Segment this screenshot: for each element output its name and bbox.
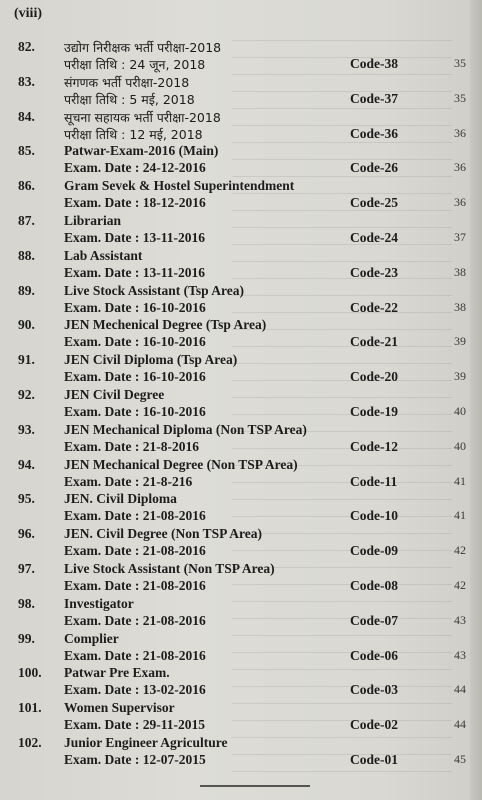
exam-title: Lab Assistant xyxy=(64,247,143,263)
toc-entry xyxy=(0,665,482,700)
exam-date: परीक्षा तिथि : 24 जून, 2018 xyxy=(64,57,206,72)
entry-number: 98. xyxy=(18,595,35,611)
page-ref: 43 xyxy=(454,647,466,662)
toc-entry xyxy=(0,248,482,283)
exam-date: Exam. Date : 13-11-2016 xyxy=(64,229,205,245)
exam-title: Junior Engineer Agriculture xyxy=(64,734,228,750)
exam-title: JEN Mechanical Diploma (Non TSP Area) xyxy=(64,421,307,437)
page-ref: 40 xyxy=(454,403,466,418)
toc-entry xyxy=(0,352,482,387)
toc-entry xyxy=(0,457,482,492)
exam-title: JEN Mechanical Degree (Non TSP Area) xyxy=(64,456,298,472)
toc-entry xyxy=(0,213,482,248)
entry-number: 92. xyxy=(18,386,35,402)
toc-entry xyxy=(0,596,482,631)
entry-number: 88. xyxy=(18,247,35,263)
exam-title: Complier xyxy=(64,630,119,646)
toc-entry xyxy=(0,387,482,422)
page-ref: 43 xyxy=(454,612,466,627)
exam-title: Live Stock Assistant (Tsp Area) xyxy=(64,282,245,298)
exam-title: संगणक भर्ती परीक्षा-2018 xyxy=(64,74,190,90)
exam-date: Exam. Date : 16-10-2016 xyxy=(64,299,206,315)
page-edge xyxy=(470,0,482,800)
exam-code: Code-09 xyxy=(350,543,398,559)
entry-number: 89. xyxy=(18,282,35,298)
exam-title: Live Stock Assistant (Non TSP Area) xyxy=(64,560,275,576)
exam-code: Code-07 xyxy=(350,612,398,628)
exam-code: Code-10 xyxy=(350,508,398,524)
footer-rule xyxy=(200,785,310,787)
entry-number: 91. xyxy=(18,352,35,368)
entry-number: 97. xyxy=(18,560,35,576)
exam-date: Exam. Date : 21-08-2016 xyxy=(64,543,206,559)
page-ref: 45 xyxy=(454,751,466,766)
exam-title: Patwar-Exam-2016 (Main) xyxy=(64,143,219,159)
toc-entry xyxy=(0,561,482,596)
exam-title: JEN. Civil Degree (Non TSP Area) xyxy=(64,526,262,542)
exam-title: JEN Mechenical Degree (Tsp Area) xyxy=(64,317,267,333)
exam-date: Exam. Date : 21-08-2016 xyxy=(64,577,206,593)
exam-date: Exam. Date : 21-8-216 xyxy=(64,473,193,489)
entry-number: 93. xyxy=(18,421,35,437)
exam-date: परीक्षा तिथि : 5 मई, 2018 xyxy=(64,91,195,107)
exam-title: Investigator xyxy=(64,595,134,611)
exam-code: Code-19 xyxy=(350,403,398,419)
entry-number: 86. xyxy=(18,178,35,194)
entry-number: 83. xyxy=(18,73,35,89)
exam-date: Exam. Date : 13-11-2016 xyxy=(64,264,205,280)
entry-number: 82. xyxy=(18,39,35,54)
entry-number: 90. xyxy=(18,317,35,333)
exam-date: Exam. Date : 21-08-2016 xyxy=(64,647,206,663)
page-ref: 36 xyxy=(454,125,466,140)
exam-code: Code-38 xyxy=(350,56,398,71)
exam-code: Code-36 xyxy=(350,125,398,141)
toc-entry xyxy=(0,422,482,457)
exam-title: Librarian xyxy=(64,212,122,228)
exam-code: Code-23 xyxy=(350,264,398,280)
page-ref: 36 xyxy=(454,195,466,210)
exam-date: Exam. Date : 13-02-2016 xyxy=(64,682,206,698)
page-ref: 38 xyxy=(454,299,466,314)
entry-number: 99. xyxy=(18,630,35,646)
toc-entry xyxy=(0,631,482,666)
exam-code: Code-25 xyxy=(350,195,398,211)
exam-date: Exam. Date : 12-07-2015 xyxy=(64,751,206,767)
entry-number: 87. xyxy=(18,212,35,228)
page-ref: 38 xyxy=(454,264,466,279)
toc-entry xyxy=(0,178,482,213)
exam-code: Code-08 xyxy=(350,577,398,593)
toc-entry xyxy=(0,109,482,144)
exam-code: Code-11 xyxy=(350,473,398,489)
toc-entry xyxy=(0,283,482,318)
page-ref: 39 xyxy=(454,369,466,384)
entry-number: 85. xyxy=(18,143,35,159)
exam-title: Gram Sevek & Hostel Superintendment xyxy=(64,178,295,194)
exam-code: Code-02 xyxy=(350,717,398,733)
toc-entry xyxy=(0,74,482,109)
exam-code: Code-03 xyxy=(350,682,398,698)
page-ref: 42 xyxy=(454,577,466,592)
exam-code: Code-12 xyxy=(350,438,398,454)
table-of-contents xyxy=(0,39,482,770)
exam-title: सूचना सहायक भर्ती परीक्षा-2018 xyxy=(64,109,221,125)
exam-date: परीक्षा तिथि : 12 मई, 2018 xyxy=(64,126,203,142)
exam-code: Code-20 xyxy=(350,369,398,385)
page-ref: 35 xyxy=(454,56,466,70)
exam-title: उद्योग निरीक्षक भर्ती परीक्षा-2018 xyxy=(64,40,222,55)
exam-date: Exam. Date : 21-8-2016 xyxy=(64,438,199,454)
exam-date: Exam. Date : 16-10-2016 xyxy=(64,403,206,419)
exam-date: Exam. Date : 16-10-2016 xyxy=(64,334,206,350)
exam-date: Exam. Date : 18-12-2016 xyxy=(64,195,206,211)
exam-code: Code-01 xyxy=(350,751,398,767)
entry-number: 102. xyxy=(18,734,42,750)
exam-title: JEN Civil Diploma (Tsp Area) xyxy=(64,352,238,368)
exam-date: Exam. Date : 21-08-2016 xyxy=(64,508,206,524)
exam-code: Code-26 xyxy=(350,160,398,176)
exam-title: JEN. Civil Diploma xyxy=(64,491,177,507)
toc-entry xyxy=(0,39,482,74)
exam-date: Exam. Date : 24-12-2016 xyxy=(64,160,206,176)
exam-title: Women Supervisor xyxy=(64,700,175,716)
exam-title: Patwar Pre Exam. xyxy=(64,665,170,681)
toc-entry xyxy=(0,491,482,526)
page-ref: 44 xyxy=(454,682,466,697)
toc-entry xyxy=(0,317,482,352)
exam-date: Exam. Date : 16-10-2016 xyxy=(64,369,206,385)
entry-number: 101. xyxy=(18,700,42,716)
page-ref: 37 xyxy=(454,229,466,244)
exam-code: Code-24 xyxy=(350,229,398,245)
entry-number: 95. xyxy=(18,491,35,507)
exam-date: Exam. Date : 29-11-2015 xyxy=(64,717,205,733)
exam-code: Code-06 xyxy=(350,647,398,663)
exam-date: Exam. Date : 21-08-2016 xyxy=(64,612,206,628)
exam-code: Code-22 xyxy=(350,299,398,315)
page-ref: 41 xyxy=(454,473,466,488)
exam-title: JEN Civil Degree xyxy=(64,386,165,402)
toc-entry xyxy=(0,526,482,561)
page-ref: 44 xyxy=(454,717,466,732)
toc-entry xyxy=(0,700,482,735)
exam-code: Code-21 xyxy=(350,334,398,350)
entry-number: 84. xyxy=(18,108,35,124)
page-ref: 42 xyxy=(454,543,466,558)
entry-number: 100. xyxy=(18,665,42,681)
entry-number: 94. xyxy=(18,456,35,472)
page-number-roman: (viii) xyxy=(14,6,42,21)
page-ref: 39 xyxy=(454,334,466,349)
toc-entry xyxy=(0,143,482,178)
page-ref: 40 xyxy=(454,438,466,453)
toc-entry xyxy=(0,735,482,770)
entry-number: 96. xyxy=(18,526,35,542)
page-ref: 36 xyxy=(454,160,466,175)
page-ref: 41 xyxy=(454,508,466,523)
page-ref: 35 xyxy=(454,90,466,105)
exam-code: Code-37 xyxy=(350,90,398,106)
